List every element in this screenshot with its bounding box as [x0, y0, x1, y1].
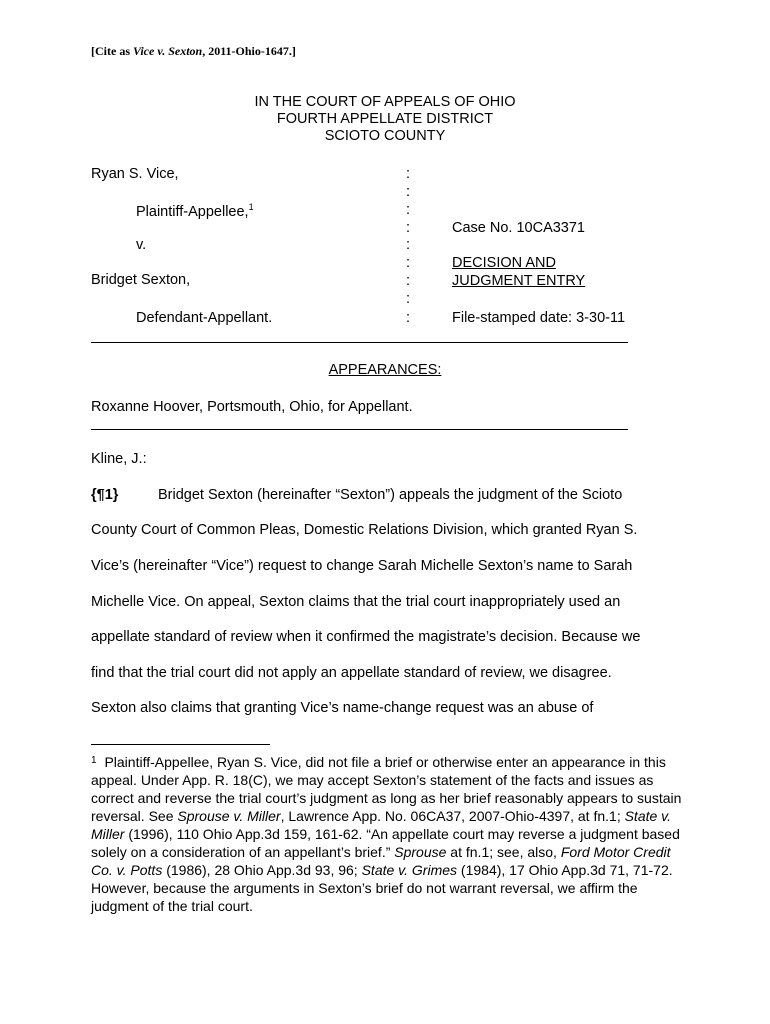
court-name: IN THE COURT OF APPEALS OF OHIO	[254, 94, 516, 110]
footnote-case-cite: State v. Miller	[91, 808, 672, 842]
plaintiff-name: Ryan S. Vice,	[91, 166, 179, 182]
plaintiff-role	[136, 202, 254, 220]
footnote-text: (1996), 110 Ohio App.3d 159, 161-62. “An appellate court may reverse a judgment based solely on a consideration of an appellant’s brief.”	[91, 826, 680, 860]
caption-colon: :	[406, 220, 411, 236]
appearances-text: Roxanne Hoover, Portsmouth, Ohio, for Appellant.	[91, 399, 413, 415]
footnote-case-cite: State v. Grimes	[361, 862, 458, 878]
opinion-line: find that the trial court did not apply an appellate standard of review, we disagree.	[91, 665, 612, 681]
caption-colon: :	[406, 237, 411, 253]
opinion-line: appellate standard of review when it confirmed the magistrate’s decision. Because we	[91, 629, 641, 645]
footnote-divider	[91, 744, 270, 745]
citation-suffix: , 2011-Ohio-1647.]	[202, 44, 296, 58]
footnote-case-cite: Ford Motor Credit Co. v. Potts	[91, 844, 671, 878]
appearances-heading: APPEARANCES:	[328, 362, 442, 378]
case-number: Case No. 10CA3371	[452, 220, 585, 236]
caption-colon: :	[406, 166, 411, 182]
footnote-number: 1	[91, 755, 97, 766]
footnote-text: (1984), 17 Ohio App.3d 71, 71-72. However, because the arguments in Sexton’s brief do not warrant reversal, we affirm the judgment of the trial court.	[91, 862, 673, 914]
entry-title-line2: JUDGMENT ENTRY	[452, 273, 586, 289]
citation-header	[91, 44, 296, 59]
judge-name: Kline, J.:	[91, 451, 147, 467]
paragraph-number: {¶1}	[91, 487, 119, 503]
court-heading	[0, 94, 770, 145]
footnote-ref: 1	[248, 202, 254, 212]
caption-colon: :	[406, 184, 411, 200]
caption-colon: :	[406, 291, 411, 307]
footnote-case-cite: Sprouse	[394, 844, 447, 860]
file-stamped-date: File-stamped date: 3-30-11	[452, 310, 626, 326]
citation-case-name: Vice v. Sexton	[133, 44, 203, 58]
plaintiff-role-text: Plaintiff-Appellee,	[136, 203, 249, 220]
opinion-line: County Court of Common Pleas, Domestic Relations Division, which granted Ryan S.	[91, 522, 638, 538]
defendant-name: Bridget Sexton,	[91, 272, 191, 288]
caption-colon: :	[406, 310, 411, 326]
opinion-line: Vice’s (hereinafter “Vice”) request to change Sarah Michelle Sexton’s name to Sarah	[91, 558, 633, 574]
court-district: FOURTH APPELLATE DISTRICT	[276, 111, 494, 127]
defendant-role: Defendant-Appellant.	[136, 310, 273, 326]
footnote-case-cite: Sprouse v. Miller	[177, 808, 281, 824]
versus: v.	[136, 237, 147, 253]
footnote-text: , Lawrence App. No. 06CA37, 2007-Ohio-4397, at fn.1;	[280, 808, 625, 824]
citation-prefix: [Cite as	[91, 44, 133, 58]
opinion-line: Sexton also claims that granting Vice’s name-change request was an abuse of	[91, 700, 594, 716]
caption-divider	[91, 342, 628, 343]
opinion-line: Bridget Sexton (hereinafter “Sexton”) appeals the judgment of the Scioto	[158, 487, 623, 503]
footnote-text: at fn.1; see, also,	[446, 844, 561, 860]
caption-colon: :	[406, 255, 411, 271]
footnote-text: (1986), 28 Ohio App.3d 93, 96;	[162, 862, 362, 878]
caption-colon: :	[406, 202, 411, 218]
court-county: SCIOTO COUNTY	[324, 128, 446, 144]
footnote-text: Plaintiff-Appellee, Ryan S. Vice, did not file a brief or otherwise enter an appearance in this appeal. Under App. R. 18(C), we may accept Sexton’s statement of the facts and issues as correct and reverse the trial court’s judgment as long as her brief reasonably appears to sustain reversal. See	[91, 754, 682, 824]
appearances-divider	[91, 429, 628, 430]
caption-colon: :	[406, 273, 411, 289]
opinion-line: Michelle Vice. On appeal, Sexton claims that the trial court inappropriately used an	[91, 594, 621, 610]
entry-title-line1: DECISION AND	[452, 255, 556, 271]
footnote	[91, 752, 683, 915]
